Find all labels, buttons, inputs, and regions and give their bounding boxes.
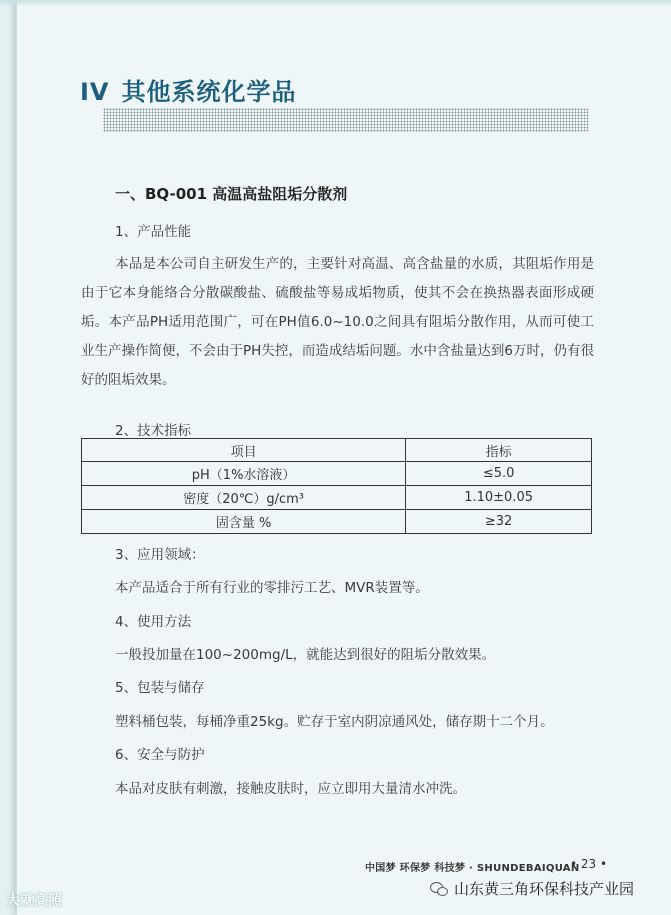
- product-heading: 一、BQ-001 高温高盐阻垢分散剂: [115, 185, 348, 203]
- footer-slogan: 中国梦 环保梦 科技梦 · SHUNDEBAIQUAN: [365, 863, 580, 874]
- table-cell: 1.10±0.05: [406, 486, 592, 510]
- section-1-label: 1、产品性能: [115, 224, 192, 240]
- table-row: [82, 510, 592, 534]
- section-1-text: 本品是本公司自主研发生产的，主要针对高温、高含盐量的水质，其阻垢作用是由于它本身能络合分散碳酸盐、硫酸盐等易成垢物质，使其不会在换热器表面形成硬垢。本产品PH适用范围广，可在PH值6.0~10.0之间具有阻垢分散作用，从而可使工业生产操作简便，不会由于PH失控，而造成结垢问题。水中含盐量达到6万时，仍有很好的阻垢效果。: [81, 256, 594, 388]
- section-3-text: 本产品适合于所有行业的零排污工艺、MVR装置等。: [115, 580, 429, 596]
- section-5-text: 塑料桶包装，每桶净重25kg。贮存于室内阴凉通风处，储存期十二个月。: [115, 714, 554, 730]
- table-cell: 固含量 %: [82, 510, 406, 534]
- table-row: [82, 486, 592, 510]
- table-header-value: 指标: [406, 439, 592, 462]
- page-number: • 23 •: [570, 857, 608, 871]
- section-5-label: 5、包装与储存: [115, 680, 205, 696]
- section-4-text: 一般投加量在100~200mg/L，就能达到很好的阻垢分散效果。: [115, 647, 496, 663]
- spec-table: [81, 438, 592, 534]
- table-cell: ≤5.0: [406, 462, 592, 486]
- table-row: [82, 462, 592, 486]
- section-1-paragraph: [81, 250, 594, 395]
- top-shadow: [0, 0, 671, 6]
- table-header-item: 项目: [82, 439, 406, 462]
- table-cell: 密度（20℃）g/cm³: [82, 486, 406, 510]
- table-cell: ≥32: [406, 510, 592, 534]
- table-header-row: [82, 439, 592, 462]
- section-6-label: 6、安全与防护: [115, 747, 205, 763]
- section-3-label: 3、应用领域：: [115, 547, 205, 563]
- dotted-divider: [103, 108, 589, 132]
- section-4-label: 4、使用方法: [115, 614, 192, 630]
- chapter-numeral: IV: [80, 78, 110, 106]
- watermark-left: 大就高照: [6, 893, 62, 909]
- section-6-text: 本品对皮肤有刺激，接触皮肤时，应立即用大量清水冲洗。: [115, 781, 466, 797]
- section-2-label: 2、技术指标: [115, 423, 192, 439]
- watermark-right-text: 山东黄三角环保科技产业园: [454, 880, 635, 898]
- table-cell: pH（1%水溶液）: [82, 462, 406, 486]
- wechat-icon: [430, 882, 448, 896]
- page-title: [80, 72, 297, 107]
- watermark-right: [430, 878, 634, 899]
- chapter-title: 其他系统化学品: [121, 78, 297, 106]
